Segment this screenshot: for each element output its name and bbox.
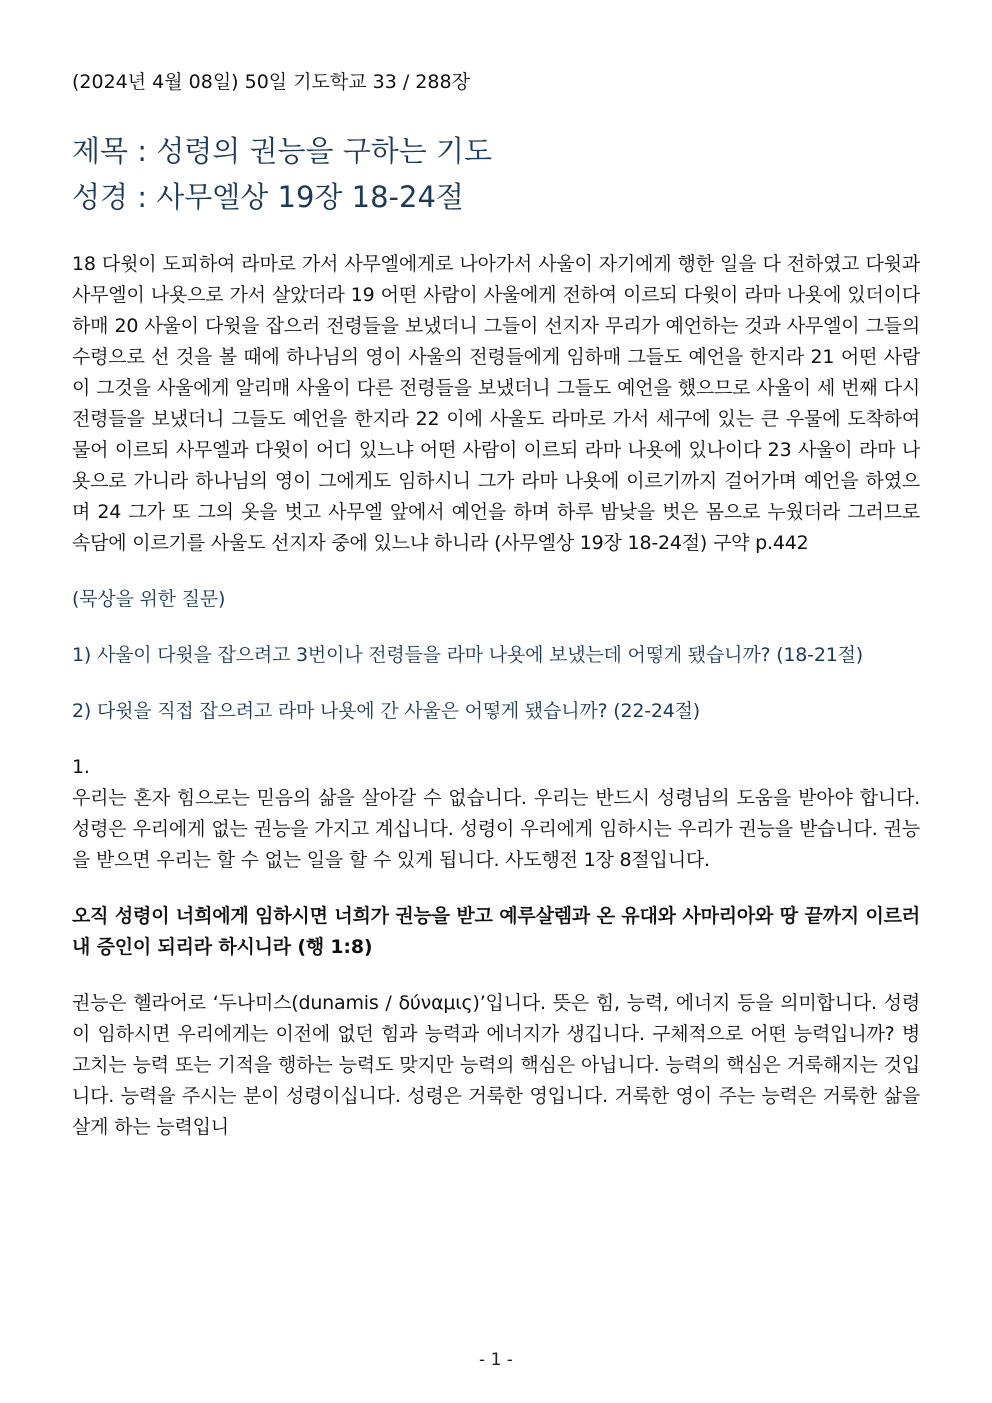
title-block <box>72 128 492 220</box>
scripture-passage: 18 다윗이 도피하여 라마로 가서 사무엘에게로 나아가서 사울이 자기에게 행한 일을 다 전하였고 다윗과 사무엘이 나욧으로 가서 살았더라 19 어떤 사람이 사울에게 전하여 이르되 다윗이 라마 나욧에 있더이다 하매 20 사울이 다윗을 잡으러 전령들을 보냈더니 그들이 선지자 무리가 예언하는 것과 사무엘이 그들의 수령으로 선 것을 볼 때에 하나님의 영이 사울의 전령들에게 임하매 그들도 예언을 한지라 21 어떤 사람이 그것을 사울에게 알리매 사울이 다른 전령들을 보냈더니 그들도 예언을 했으므로 사울이 세 번째 다시 전령들을 보냈더니 그들도 예언을 한지라 22 이에 사울도 라마로 가서 세구에 있는 큰 우물에 도착하여 물어 이르되 사무엘과 다윗이 어디 있느냐 어떤 사람이 이르되 라마 나욧에 있나이다 23 사울이 라마 나욧으로 가니라 하나님의 영이 그에게도 임하시니 그가 라마 나욧에 이르기까지 걸어가며 예언을 하였으며 24 그가 또 그의 옷을 벗고 사무엘 앞에서 예언을 하며 하루 밤낮을 벗은 몸으로 누웠더라 그러므로 속담에 이르기를 사울도 선지자 중에 있느냐 하니라 (사무엘상 19장 18-24절) 구약 p.442 <box>72 253 920 554</box>
meditation-question-2: 2) 다윗을 직접 잡으려고 라마 나욧에 간 사울은 어떻게 됐습니까? (22-24절) <box>72 700 701 722</box>
scripture-reference: 성경 : 사무엘상 19장 18-24절 <box>72 180 464 214</box>
meditation-heading: (묵상을 위한 질문) <box>72 588 226 610</box>
date-header: (2024년 4월 08일) 50일 기도학교 33 / 288장 <box>72 71 470 93</box>
page-number: - 1 - <box>479 1350 513 1370</box>
section-number: 1. <box>72 756 90 778</box>
sermon-title: 제목 : 성령의 권능을 구하는 기도 <box>72 134 493 168</box>
meditation-question-1: 1) 사울이 다윗을 잡으려고 3번이나 전령들을 라마 나욧에 보냈는데 어떻게 됐습니까? (18-21절) <box>72 644 863 666</box>
body-content <box>72 249 920 1143</box>
section-text: 우리는 혼자 힘으로는 믿음의 삶을 살아갈 수 없습니다. 우리는 반드시 성령님의 도움을 받아야 합니다. 성령은 우리에게 없는 권능을 가지고 계십니다. 성령이 우리에게 임하시는 우리가 권능을 받습니다. 권능을 받으면 우리는 할 수 없는 일을 할 수 있게 됩니다. 사도행전 1장 8절입니다. <box>72 787 920 871</box>
explanation-text: 권능은 헬라어로 ‘두나미스(dunamis / δύναμις)’입니다. 뜻은 힘, 능력, 에너지 등을 의미합니다. 성령이 임하시면 우리에게는 이전에 없던 힘과 능력과 에너지가 생깁니다. 구체적으로 어떤 능력입니까? 병 고치는 능력 또는 기적을 행하는 능력도 맞지만 능력의 핵심은 아닙니다. 능력의 핵심은 거룩해지는 것입니다. 능력을 주시는 분이 성령이십니다. 성령은 거룩한 영입니다. 거룩한 영이 주는 능력은 거룩한 삶을 살게 하는 능력입니 <box>72 992 920 1138</box>
bible-quote: 오직 성령이 너희에게 임하시면 너희가 권능을 받고 예루살렘과 온 유대와 사마리아와 땅 끝까지 이르러 내 증인이 되리라 하시니라 (행 1:8) <box>72 905 920 958</box>
